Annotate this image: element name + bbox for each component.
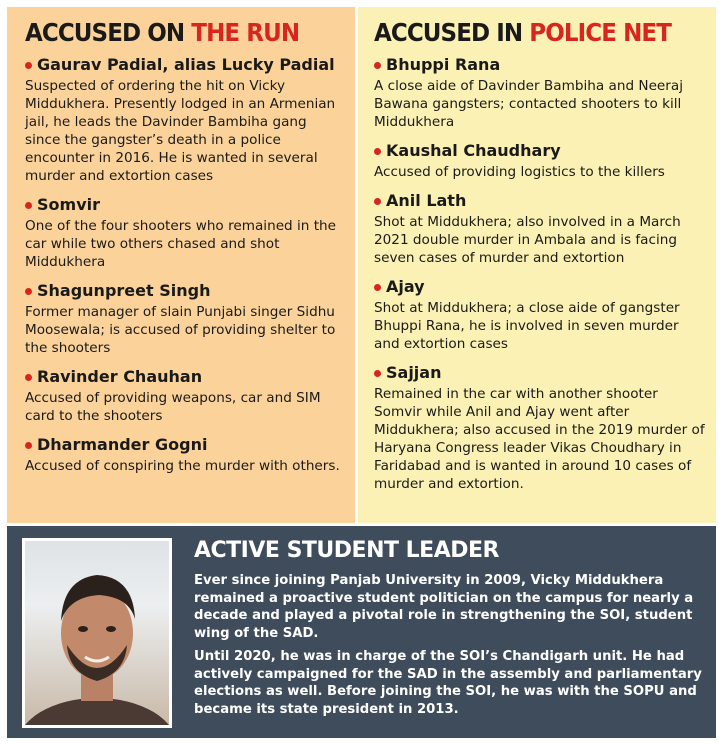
accused-entry [374, 363, 716, 493]
accused-description: Former manager of slain Punjabi singer Sidhu Moosewala; is accused of providing shelter to the shooters [25, 304, 336, 356]
accused-name: Dharmander Gogni [37, 435, 208, 454]
accused-name: Bhuppi Rana [386, 55, 501, 74]
accused-entry [374, 141, 716, 181]
student-bio-paragraph: Ever since joining Panjab University in 2009, Vicky Middukhera remained a proactive student politician on the campus for nearly a decade and played a pivotal role in strengthening the SOI, student wing of the SAD. [194, 573, 694, 641]
bullet-icon [374, 198, 381, 205]
accused-description: Accused of providing weapons, car and SIM card to the shooters [25, 390, 321, 424]
accused-entry [25, 195, 355, 271]
bullet-icon [25, 288, 32, 295]
student-bio-paragraph: Until 2020, he was in charge of the SOI’s Chandigarh unit. He had actively campaigned for the SAD in the assembly and parliamentary elections as well. Before joining the SOI, he was with the SOPU and became its state president in 2013. [194, 649, 702, 717]
bullet-icon [25, 202, 32, 209]
accused-name: Kaushal Chaudhary [386, 141, 561, 160]
accused-entry [25, 55, 355, 185]
accused-description: One of the four shooters who remained in the car while two others chased and shot Middukhera [25, 218, 337, 270]
heading-text: ACCUSED ON [25, 18, 192, 47]
portrait-photo [22, 538, 172, 728]
accused-in-police-net-panel [358, 7, 716, 523]
bullet-icon [25, 442, 32, 449]
accused-description: Shot at Middukhera; a close aide of gangster Bhuppi Rana, he is involved in seven murder and extortion cases [374, 300, 680, 352]
bullet-icon [374, 62, 381, 69]
accused-description: Shot at Middukhera; also involved in a March 2021 double murder in Ambala and is facing seven cases of murder and extortion [374, 214, 681, 266]
accused-name: Ravinder Chauhan [37, 367, 203, 386]
accused-description: Remained in the car with another shooter Somvir while Anil and Ajay went after Middukhera; also accused in the 2019 murder of Haryana Congress leader Vikas Choudhary in Faridabad and is wanted in around 10 cases of murder and extortion. [374, 386, 705, 492]
accused-entry [374, 277, 716, 353]
accused-name: Anil Lath [386, 191, 467, 210]
accused-name: Gaurav Padial, alias Lucky Padial [37, 55, 335, 74]
accused-name: Shagunpreet Singh [37, 281, 211, 300]
accused-name: Sajjan [386, 363, 442, 382]
bullet-icon [374, 148, 381, 155]
bullet-icon [374, 370, 381, 377]
accused-entry [374, 191, 716, 267]
accused-entry [25, 281, 355, 357]
accused-name: Somvir [37, 195, 100, 214]
accused-description: Accused of conspiring the murder with others. [25, 458, 340, 474]
accused-description: Accused of providing logistics to the killers [374, 164, 665, 180]
portrait-illustration [25, 541, 169, 725]
heading-highlight: THE RUN [191, 18, 300, 47]
section-heading [374, 19, 689, 47]
bullet-icon [25, 374, 32, 381]
accused-description: A close aide of Davinder Bambiha and Neeraj Bawana gangsters; contacted shooters to kill Middukhera [374, 78, 683, 130]
accused-name: Ajay [386, 277, 425, 296]
accused-entry [25, 367, 355, 425]
accused-entry [374, 55, 716, 131]
bullet-icon [25, 62, 32, 69]
accused-description: Suspected of ordering the hit on Vicky Middukhera. Presently lodged in an Armenian jail, he leads the Davinder Bambiha gang since the gangster’s death in a police encounter in 2016. He is wanted in several murder and extortion cases [25, 78, 336, 184]
student-leader-title: ACTIVE STUDENT LEADER [194, 538, 499, 563]
student-leader-panel [7, 526, 716, 738]
heading-text: ACCUSED IN [374, 18, 530, 47]
bullet-icon [374, 284, 381, 291]
heading-highlight: POLICE NET [529, 18, 671, 47]
section-heading [25, 19, 329, 47]
accused-entry [25, 435, 355, 475]
accused-on-the-run-panel [7, 7, 355, 523]
